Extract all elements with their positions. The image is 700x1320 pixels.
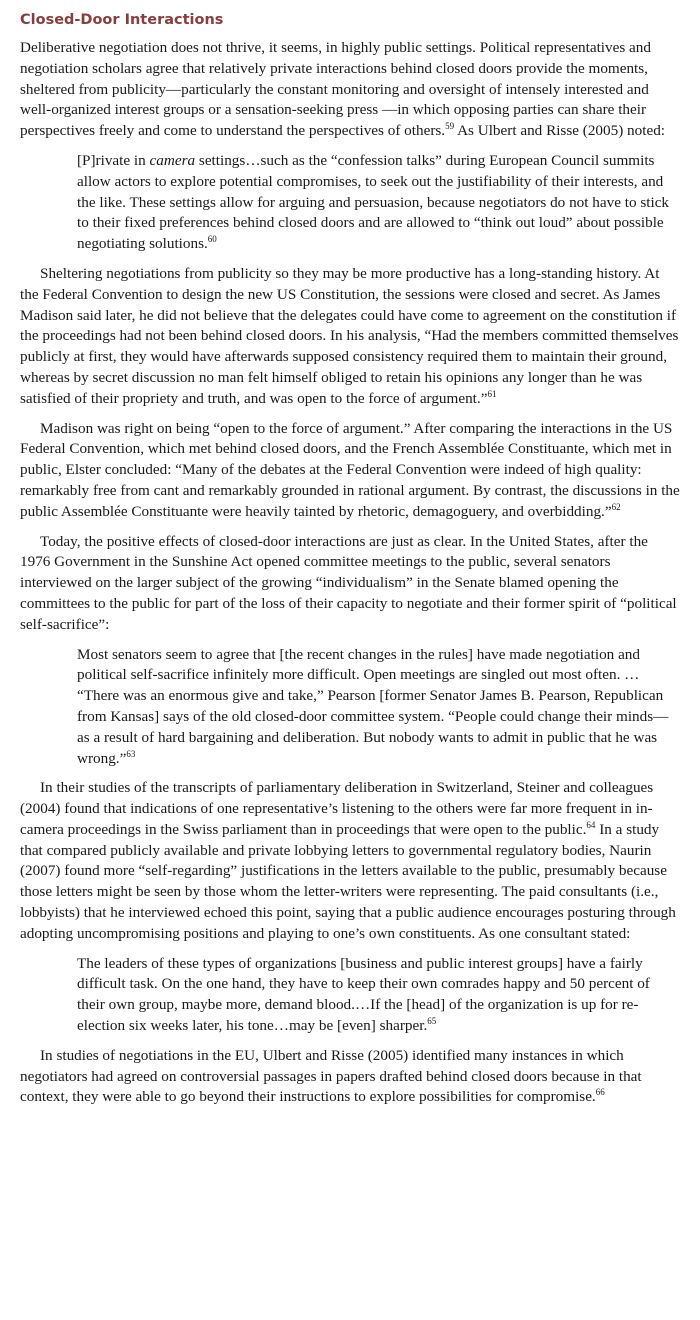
block-quote-2 xyxy=(77,645,673,770)
footnote-ref-59: 59 xyxy=(445,121,455,132)
paragraph-5-tail: In a study that compared publicly available and private lobbying letters to governmental regulatory bodies, Naurin (2007) found more “self-regarding” justifications in the letters available to the public, presumably because those letters might be seen by those whom the letter-writers were representing. The paid consultants (i.e., lobbyists) that he interviewed echoed this point, saying that a public audience encourages posturing through adopting uncompromising positions and playing to one’s own constituents. As one consultant stated: xyxy=(20,820,676,942)
block-quote-3-body: The leaders of these types of organizations [business and public interest groups] have a fairly difficult task. On the one hand, they have to keep their own comrades happy and 50 percent of their own group, maybe more, demand blood.…If the [head] of the organization is up for re-election six weeks later, his tone…may be [even] sharper. xyxy=(77,954,650,1035)
footnote-ref-61: 61 xyxy=(487,388,497,399)
paragraph-2 xyxy=(20,264,681,410)
block-quote-2-text xyxy=(77,645,673,770)
footnote-ref-65: 65 xyxy=(427,1016,437,1026)
block-quote-1-pre: [P]rivate in xyxy=(77,151,150,169)
block-quote-3 xyxy=(77,954,673,1037)
paragraph-4-text: Today, the positive effects of closed-door interactions are just as clear. In the United States, after the 1976 Government in the Sunshine Act opened committee meetings to the public, several senators interviewed on the larger subject of the growing “individualism” in the Senate blamed opening the committees to the public for part of the loss of their capacity to negotiate and their former spirit of “political self-sacrifice”: xyxy=(20,532,677,633)
block-quote-2-body: Most senators seem to agree that [the recent changes in the rules] have made negotiation and political self-sacrifice infinitely more difficult. Open meetings are singled out most often. … “There was an enormous give and take,” Pearson [former Senator James B. Pearson, Republican from Kansas] says of the old closed-door committee system. “People could change their minds—as a result of hard bargaining and deliberation. But nobody wants to admit in public that he was wrong.” xyxy=(77,645,669,767)
footnote-ref-60: 60 xyxy=(207,234,217,245)
block-quote-1 xyxy=(77,151,673,255)
block-quote-1-italic: camera xyxy=(149,151,196,169)
paragraph-5 xyxy=(20,778,681,944)
footnote-ref-62: 62 xyxy=(611,501,621,512)
paragraph-1-tail: As Ulbert and Risse (2005) noted: xyxy=(454,122,666,140)
section-heading: Closed-Door Interactions xyxy=(20,12,224,28)
paragraph-3 xyxy=(20,419,681,523)
footnote-ref-66: 66 xyxy=(595,1087,605,1098)
footnote-ref-63: 63 xyxy=(126,748,136,759)
footnote-ref-64: 64 xyxy=(586,819,596,830)
document-page xyxy=(20,10,681,1117)
block-quote-1-post: settings…such as the “confession talks” during European Council summits allow actors to explore potential compromises, to seek out the justifiability of their interests, and the like. These settings allow for arguing and persuasion, because negotiators do not have to stick to their fixed preferences behind closed doors and are allowed to “think out loud” about possible negotiating solutions. xyxy=(77,151,670,253)
paragraph-4 xyxy=(20,532,681,636)
paragraph-2-text: Sheltering negotiations from publicity so they may be more productive has a long-standing history. At the Federal Convention to design the new US Constitution, the sessions were closed and secret. As James Madison said later, he did not believe that the delegates could have come to agreement on the constitution if the proceedings had not been behind closed doors. In his analysis, “Had the members committed themselves publicly at first, they would have afterwards supposed consistency required them to maintain their ground, whereas by secret discussion no man felt himself obliged to retain his opinions any longer than he was satisfied of their propriety and truth, and was open to the force of argument.” xyxy=(20,264,679,407)
paragraph-6-text: In studies of negotiations in the EU, Ulbert and Risse (2005) identified many instances in which negotiators had agreed on controversial passages in papers drafted behind closed doors because in that context, they were able to go beyond their instructions to explore possibilities for compromise. xyxy=(20,1046,642,1106)
paragraph-6 xyxy=(20,1046,681,1108)
paragraph-1 xyxy=(20,38,681,142)
paragraph-3-text: Madison was right on being “open to the force of argument.” After comparing the interactions in the US Federal Convention, which met behind closed doors, and the French Assemblée Constituante, which met in public, Elster concluded: “Many of the debates at the Federal Convention were indeed of high quality: remarkably free from cant and remarkably grounded in rational argument. By contrast, the discussions in the public Assemblée Constituante were heavily tainted by rhetoric, demagoguery, and overbidding.” xyxy=(20,419,680,520)
block-quote-1-text xyxy=(77,151,673,255)
block-quote-3-text xyxy=(77,954,673,1037)
paragraph-1-text: Deliberative negotiation does not thrive, it seems, in highly public settings. Political representatives and negotiation scholars agree that relatively private interactions behind closed doors provide the moments, sheltered from publicity—particularly the constant monitoring and oversight of intensely interested and well-organized interest groups or a sensation-seeking press —in which opposing parties can share their perspectives freely and come to understand the perspectives of others. xyxy=(20,39,651,140)
paragraph-5-text: In their studies of the transcripts of parliamentary deliberation in Switzerland, Steiner and colleagues (2004) found that indications of one representative’s listening to the others were far more frequent in in-camera proceedings in the Swiss parliament than in proceedings that were open to the public. xyxy=(20,779,654,838)
